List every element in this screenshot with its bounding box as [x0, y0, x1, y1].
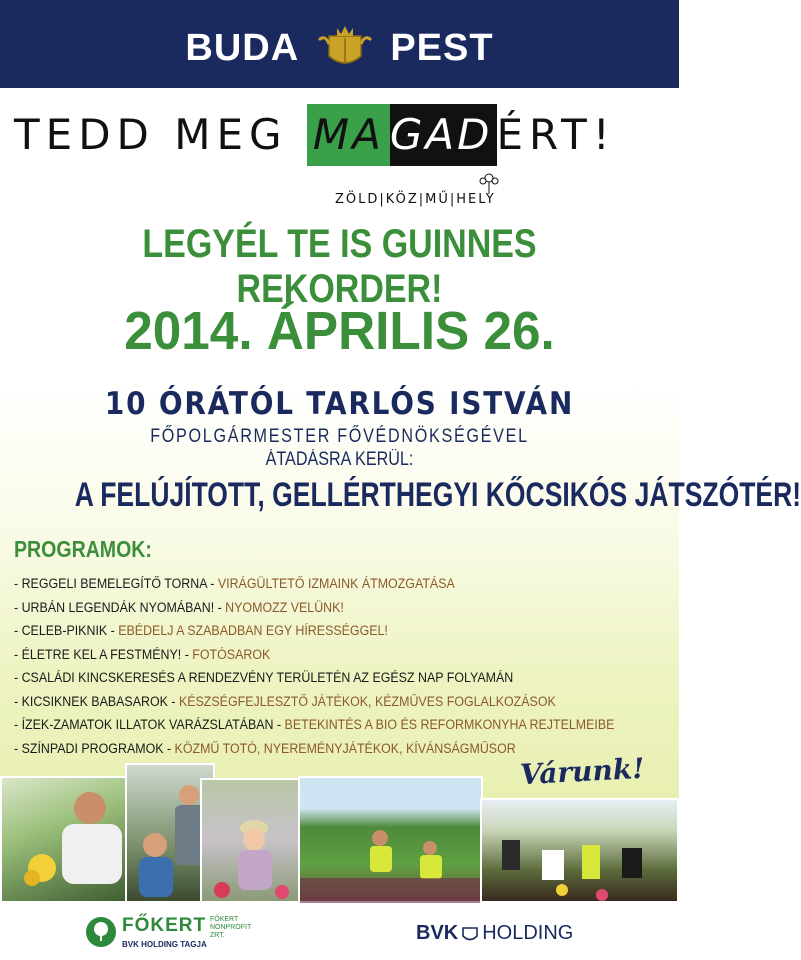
- photo-toddler: [200, 778, 300, 903]
- fokert-tag: BVK HOLDING TAGJA: [122, 940, 207, 949]
- list-item: - REGGELI BEMELEGÍTŐ TORNA - VIRÁGÜLTETŐ IZMAINK ÁTMOZGATÁSA: [14, 576, 455, 591]
- list-item: - ÍZEK-ZAMATOK ILLATOK VARÁZSLATÁBAN - BETEKINTÉS A BIO ÉS REFORMKONYHA REJTELMEIBE: [14, 717, 615, 732]
- brand-left: BUDA: [185, 26, 300, 69]
- list-item: - SZÍNPADI PROGRAMOK - KÖZMŰ TOTÓ, NYEREMÉNYJÁTÉKOK, KÍVÁNSÁGMŰSOR: [14, 740, 516, 756]
- header-bar: [0, 0, 679, 88]
- campaign-box: [307, 104, 497, 166]
- info-line-2: FŐPOLGÁRMESTER FŐVÉDNÖKSÉGÉVEL: [150, 426, 529, 447]
- bvk-holding-logo: [416, 922, 573, 945]
- bvk-crest-icon: [460, 924, 480, 944]
- event-date: 2014. ÁPRILIS 26.: [124, 301, 555, 361]
- tree-icon: [475, 172, 503, 194]
- list-item: - URBÁN LEGENDÁK NYOMÁBAN! - NYOMOZZ VELÜNK!: [14, 599, 344, 615]
- photo-gardening-family: [0, 776, 128, 903]
- crowd-shape: [482, 800, 681, 905]
- list-item: - KICSIKNEK BABASAROK - KÉSZSÉGFEJLESZTŐ JÁTÉKOK, KÉZMŰVES FOGLALKOZÁSOK: [14, 693, 556, 709]
- programs-title: PROGRAMOK:: [14, 536, 152, 562]
- fokert-logo: FŐKERT: [122, 915, 207, 936]
- budapest-logo: [0, 22, 679, 74]
- volunteers-shape: [300, 778, 485, 905]
- fokert-tree-icon: [86, 917, 116, 947]
- campaign-ma: MA: [307, 104, 390, 166]
- info-line-4: A FELÚJÍTOTT, GELLÉRTHEGYI KŐCSIKÓS JÁTSZÓTÉR!: [74, 476, 801, 514]
- photo-crowd: [480, 798, 679, 903]
- person-shape: [2, 778, 130, 905]
- sub-logo-text: ZÖLD|KÖZ|MŰ|HELY: [335, 192, 496, 207]
- list-item: - CSALÁDI KINCSKERESÉS A RENDEZVÉNY TERÜLETÉN AZ EGÉSZ NAP FOLYAMÁN: [14, 670, 514, 685]
- toddler-shape: [202, 780, 302, 905]
- brand-right: PEST: [390, 26, 494, 69]
- zold-kozmuhely-logo: [335, 172, 555, 212]
- photo-park: [298, 776, 483, 903]
- campaign-prefix: TEDD MEG: [14, 110, 307, 159]
- programs-list: [14, 572, 674, 760]
- info-line-3: ÁTADÁSRA KERÜL:: [265, 449, 414, 470]
- welcome-text: Várunk!: [519, 751, 646, 792]
- headline: LEGYÉL TE IS GUINNES REKORDER!: [142, 222, 537, 311]
- coat-of-arms-icon: [315, 22, 375, 74]
- campaign-gad: GAD: [389, 110, 493, 159]
- list-item: - CELEB-PIKNIK - EBÉDELJ A SZABADBAN EGY HÍRESSÉGGEL!: [14, 623, 388, 638]
- holding-text: HOLDING: [482, 922, 574, 944]
- fokert-subtitle: FŐKERT NONPROFIT ZRT.: [210, 916, 252, 939]
- info-line-1: 10 ÓRÁTÓL TARLÓS ISTVÁN: [104, 386, 575, 422]
- bvk-text: BVK: [416, 922, 459, 944]
- campaign-suffix: ÉRT!: [496, 110, 616, 159]
- list-item: - ÉLETRE KEL A FESTMÉNY! - FOTÓSAROK: [14, 646, 271, 662]
- campaign-title: [14, 104, 616, 166]
- footer: [0, 903, 679, 960]
